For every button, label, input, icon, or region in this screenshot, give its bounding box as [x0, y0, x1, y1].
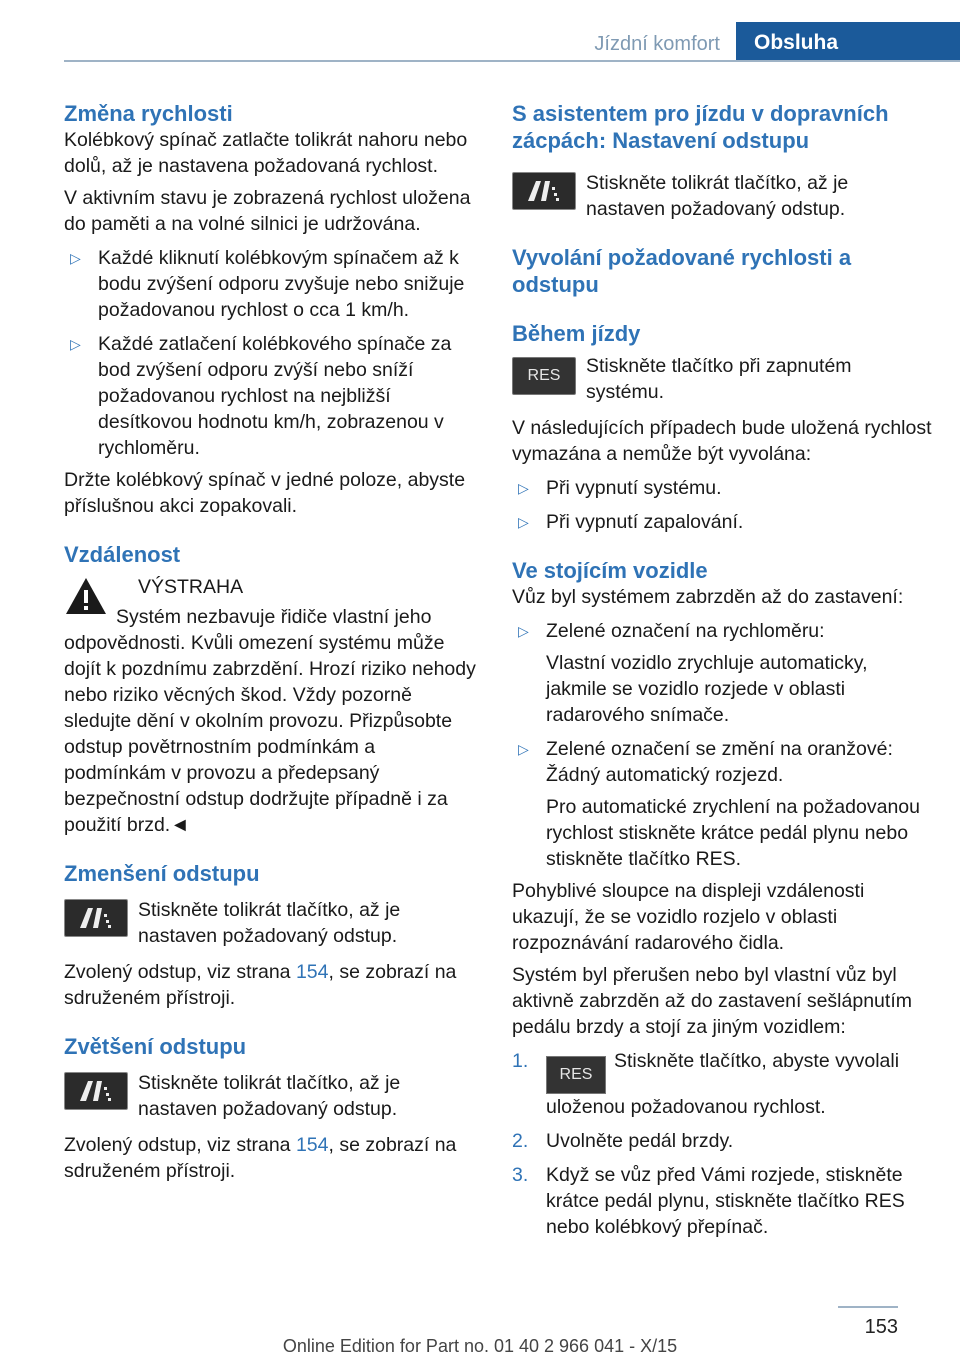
- step-item: 2. Uvolněte pedál brzdy.: [512, 1130, 734, 1152]
- edition-note: Online Edition for Part no. 01 40 2 966 041 - X/15: [282, 1336, 678, 1356]
- section-label: Jízdní komfort: [594, 33, 720, 55]
- instruction-text: Stiskněte tolikrát tlačítko, až je nastaven požadovaný odstup.: [138, 899, 401, 947]
- paragraph: Držte kolébkový spínač v jedné poloze, abyste příslušnou akci zopakovali.: [64, 469, 466, 517]
- res-button[interactable]: RES: [512, 357, 576, 395]
- paragraph: Kolébkový spínač zatlačte tolikrát nahoru nebo dolů, až je nastavena požadovaná rychlost.: [64, 129, 468, 177]
- instruction-text: Stiskněte tolikrát tlačítko, až je nastaven požadovaný odstup.: [586, 172, 849, 220]
- heading-while-driving: Během jízdy: [512, 321, 641, 346]
- left-column: [64, 100, 478, 1184]
- distance-button-icon[interactable]: [64, 1072, 128, 1110]
- footer-rule: [838, 1306, 898, 1308]
- right-column: [512, 100, 932, 1240]
- page-header: [0, 0, 960, 62]
- reduce-distance-row: [64, 897, 478, 949]
- heading-standing: Ve stojícím vozidle: [512, 558, 708, 583]
- warning-block: [64, 574, 478, 600]
- triangle-bullet-icon: ▷: [70, 250, 81, 266]
- heading-reduce-distance: Zmenšení odstupu: [64, 861, 260, 886]
- heading-speed-change: Změna rychlosti: [64, 101, 233, 126]
- warning-text: Systém nezbavuje řidiče vlastní jeho odpovědnosti. Kvůli omezení systému může dojít k pozdnímu zabrzdění. Hrozí riziko nehody nebo riziko věcných škod. Vždy pozorně sledujte dění v okolním provozu. Přizpůsobte odstup povětrnostním podmínkám a podmínkám v provozu a předepsaný bezpečnostní odstup dodržujte případně i za použití brzd.◄: [64, 606, 476, 836]
- list-item: ▷ Každé kliknutí kolébkovým spínačem až k bodu zvýšení odporu zvyšuje nebo snižuje požadovanou rychlost o cca 1 km/h.: [70, 247, 465, 321]
- res-button[interactable]: RES: [546, 1056, 606, 1094]
- list-item: ▷ Zelené označení se změní na oranžové: Žádný automatický rozjezd.: [518, 738, 893, 786]
- list-subtext: Vlastní vozidlo zrychluje automaticky, jakmile se vozidlo rozjede v oblasti radarového snímače.: [546, 652, 868, 726]
- triangle-bullet-icon: ▷: [518, 514, 529, 530]
- heading-distance: Vzdálenost: [64, 542, 181, 567]
- triangle-bullet-icon: ▷: [518, 623, 529, 639]
- instruction-text: Stiskněte tlačítko při zapnutém systému.: [586, 355, 852, 403]
- step-item: 3. Když se vůz před Vámi rozjede, stiskněte krátce pedál plynu, stiskněte tlačítko RES nebo kolébkový přepínač.: [512, 1164, 905, 1238]
- distance-button-icon[interactable]: [512, 172, 576, 210]
- list-item: ▷ Při vypnutí zapalování.: [518, 511, 744, 533]
- instruction-text: Stiskněte tolikrát tlačítko, až je nastaven požadovaný odstup.: [138, 1072, 401, 1120]
- list-item: ▷ Při vypnutí systému.: [518, 477, 722, 499]
- assist-distance-row: [512, 170, 932, 222]
- header-rule: [64, 60, 960, 62]
- page-link[interactable]: 154: [295, 961, 329, 983]
- step-item: 1. RESStiskněte tlačítko, abyste vyvolali uloženou požadovanou rychlost.: [512, 1050, 900, 1118]
- res-row: [512, 353, 932, 405]
- paragraph: Zvolený odstup, viz strana 154, se zobrazí na sdruženém přístroji.: [64, 961, 457, 1009]
- triangle-bullet-icon: ▷: [518, 480, 529, 496]
- paragraph: V aktivním stavu je zobrazená rychlost uložena do paměti a na volné silnici je udržována.: [64, 187, 471, 235]
- paragraph: Systém byl přerušen nebo byl vlastní vůz byl aktivně zabrzděn až do zastavení sešlápnutím pedálu brzdy a stojí za jiným vozidlem:: [512, 964, 912, 1038]
- step-number: 3.: [512, 1164, 529, 1186]
- list-item: ▷ Každé zatlačení kolébkového spínače za bod zvýšení odporu zvýší nebo sníží požadovanou rychlost na nejbližší desítkovou hodnotu km/h, zobrazenou v rychloměru.: [70, 333, 452, 459]
- heading-traffic-assist: S asistentem pro jízdu v dopravních zácpách: Nastavení odstupu: [512, 101, 889, 153]
- triangle-bullet-icon: ▷: [70, 336, 81, 352]
- step-number: 1.: [512, 1050, 529, 1072]
- chapter-tab[interactable]: Obsluha: [736, 22, 960, 62]
- heading-increase-distance: Zvětšení odstupu: [64, 1034, 247, 1059]
- distance-button-icon[interactable]: [64, 899, 128, 937]
- warning-triangle-icon: [64, 576, 108, 621]
- increase-distance-row: [64, 1070, 478, 1122]
- paragraph: Pohyblivé sloupce na displeji vzdálenosti ukazují, že se vozidlo rozjelo v oblasti rozpoznávání radarového čidla.: [512, 880, 865, 954]
- step-number: 2.: [512, 1130, 529, 1152]
- paragraph: Zvolený odstup, viz strana 154, se zobrazí na sdruženém přístroji.: [64, 1134, 457, 1182]
- list-subtext: Pro automatické zrychlení na požadovanou rychlost stiskněte krátce pedál plynu nebo stiskněte tlačítko RES.: [546, 796, 920, 870]
- triangle-bullet-icon: ▷: [518, 741, 529, 757]
- paragraph: Vůz byl systémem zabrzděn až do zastavení:: [512, 586, 904, 608]
- list-item: ▷ Zelené označení na rychloměru:: [518, 620, 825, 642]
- page-number: 153: [864, 1316, 898, 1338]
- paragraph: V následujících případech bude uložená rychlost vymazána a nemůže být vyvolána:: [512, 417, 932, 465]
- warning-title: VÝSTRAHA: [138, 576, 244, 598]
- heading-recall: Vyvolání požadované rychlosti a odstupu: [512, 245, 852, 297]
- page-link[interactable]: 154: [295, 1134, 329, 1156]
